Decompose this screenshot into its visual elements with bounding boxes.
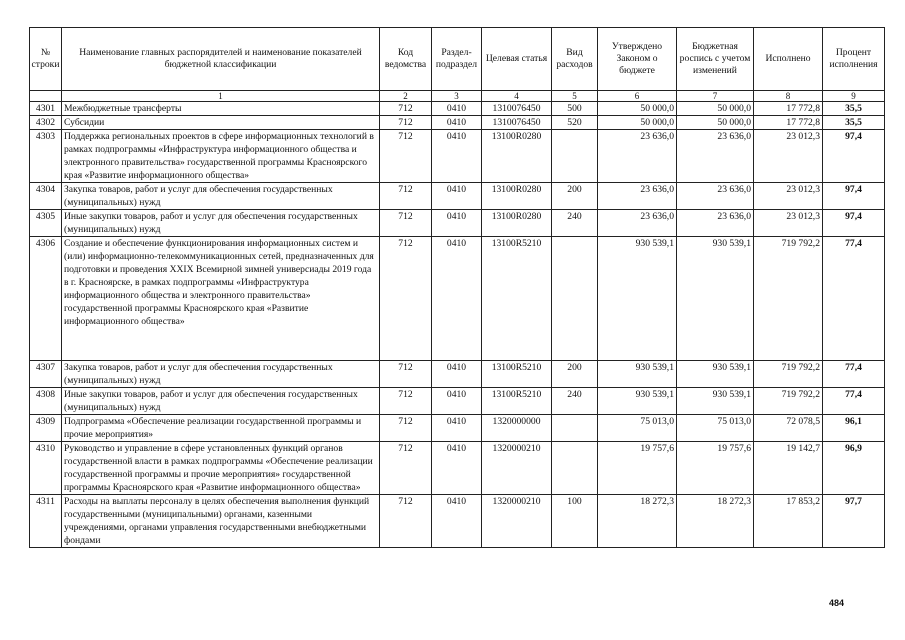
- row-executed: 19 142,7: [754, 442, 823, 495]
- row-executed: 17 772,8: [754, 116, 823, 130]
- row-number: 4304: [30, 183, 62, 210]
- row-executed: 17 772,8: [754, 102, 823, 116]
- row-name: Руководство и управление в сфере установленных функций органов государственной власти в рамках подпрограммы «Обеспечение реализации государственной программы и прочие мероприятия» государственной программы Красноярского края «Развитие информационного общества»: [62, 442, 380, 495]
- row-percent: 97,4: [823, 183, 885, 210]
- table-row: [30, 116, 885, 130]
- header-schedule: Бюджетная роспись с учетом изменений: [677, 28, 754, 91]
- row-target: 13100R0280: [482, 210, 552, 237]
- row-executed: 719 792,2: [754, 237, 823, 361]
- col-number: 9: [823, 91, 885, 102]
- table-row: [30, 388, 885, 415]
- row-name: Поддержка региональных проектов в сфере информационных технологий в рамках подпрограммы «Инфраструктура информационного общества и электронного правительства» государственной программы Красноярского края «Развитие информационного общества»: [62, 130, 380, 183]
- row-section: 0410: [432, 116, 482, 130]
- table-row: [30, 237, 885, 361]
- row-executed: 719 792,2: [754, 388, 823, 415]
- row-dept-code: 712: [380, 183, 432, 210]
- column-number-row: [30, 91, 885, 102]
- row-dept-code: 712: [380, 130, 432, 183]
- row-section: 0410: [432, 361, 482, 388]
- row-executed: 23 012,3: [754, 183, 823, 210]
- table-row: [30, 210, 885, 237]
- row-number: 4307: [30, 361, 62, 388]
- row-percent: 77,4: [823, 361, 885, 388]
- row-target: 1320000210: [482, 442, 552, 495]
- row-section: 0410: [432, 388, 482, 415]
- row-schedule: 50 000,0: [677, 102, 754, 116]
- budget-table: [29, 27, 885, 548]
- table-row: [30, 495, 885, 548]
- row-section: 0410: [432, 210, 482, 237]
- row-target: 13100R5210: [482, 388, 552, 415]
- row-exp-type: 240: [552, 210, 598, 237]
- table-row: [30, 183, 885, 210]
- row-exp-type: 500: [552, 102, 598, 116]
- row-approved: 19 757,6: [598, 442, 677, 495]
- row-percent: 77,4: [823, 388, 885, 415]
- row-schedule: 23 636,0: [677, 130, 754, 183]
- row-dept-code: 712: [380, 237, 432, 361]
- row-target: 1310076450: [482, 116, 552, 130]
- row-target: 13100R5210: [482, 237, 552, 361]
- row-target: 1320000000: [482, 415, 552, 442]
- row-percent: 97,4: [823, 130, 885, 183]
- row-target: 13100R0280: [482, 183, 552, 210]
- row-section: 0410: [432, 237, 482, 361]
- row-name: Субсидии: [62, 116, 380, 130]
- row-target: 13100R5210: [482, 361, 552, 388]
- col-number: 2: [380, 91, 432, 102]
- row-section: 0410: [432, 415, 482, 442]
- row-dept-code: 712: [380, 495, 432, 548]
- row-exp-type: 100: [552, 495, 598, 548]
- header-section: Раздел-подраздел: [432, 28, 482, 91]
- row-section: 0410: [432, 495, 482, 548]
- row-number: 4306: [30, 237, 62, 361]
- row-dept-code: 712: [380, 415, 432, 442]
- row-dept-code: 712: [380, 442, 432, 495]
- row-name: Расходы на выплаты персоналу в целях обеспечения выполнения функций государственными (муниципальными) органами, казенными учреждениями, органами управления государственными внебюджетными фондами: [62, 495, 380, 548]
- row-exp-type: [552, 442, 598, 495]
- table-row: [30, 130, 885, 183]
- row-section: 0410: [432, 130, 482, 183]
- row-number: 4305: [30, 210, 62, 237]
- col-number: 6: [598, 91, 677, 102]
- row-schedule: 18 272,3: [677, 495, 754, 548]
- row-number: 4309: [30, 415, 62, 442]
- row-name: Иные закупки товаров, работ и услуг для обеспечения государственных (муниципальных) нужд: [62, 388, 380, 415]
- row-name: Создание и обеспечение функционирования информационных систем и (или) информационно-телекоммуникационных сетей, предназначенных для подготовки и проведения XXIX Всемирной зимней универсиады 2019 года в г. Красноярске, в рамках подпрограммы «Инфраструктура информационного общества и электронного правительства» государственной программы Красноярского края «Развитие информационного общества»: [62, 237, 380, 361]
- table-row: [30, 415, 885, 442]
- row-dept-code: 712: [380, 210, 432, 237]
- page-number: 484: [829, 598, 845, 608]
- row-schedule: 930 539,1: [677, 388, 754, 415]
- row-exp-type: 200: [552, 361, 598, 388]
- row-approved: 18 272,3: [598, 495, 677, 548]
- row-name: Закупка товаров, работ и услуг для обеспечения государственных (муниципальных) нужд: [62, 183, 380, 210]
- header-exp-type: Вид расходов: [552, 28, 598, 91]
- row-dept-code: 712: [380, 102, 432, 116]
- row-executed: 23 012,3: [754, 130, 823, 183]
- row-exp-type: [552, 415, 598, 442]
- row-schedule: 23 636,0: [677, 183, 754, 210]
- col-number: 7: [677, 91, 754, 102]
- row-approved: 23 636,0: [598, 183, 677, 210]
- row-section: 0410: [432, 183, 482, 210]
- col-number: [30, 91, 62, 102]
- row-executed: 17 853,2: [754, 495, 823, 548]
- header-executed: Исполнено: [754, 28, 823, 91]
- header-approved: Утверждено Законом о бюджете: [598, 28, 677, 91]
- row-dept-code: 712: [380, 388, 432, 415]
- row-approved: 930 539,1: [598, 388, 677, 415]
- row-percent: 77,4: [823, 237, 885, 361]
- row-percent: 35,5: [823, 116, 885, 130]
- row-approved: 50 000,0: [598, 102, 677, 116]
- row-executed: 72 078,5: [754, 415, 823, 442]
- row-schedule: 930 539,1: [677, 237, 754, 361]
- row-executed: 23 012,3: [754, 210, 823, 237]
- row-approved: 930 539,1: [598, 361, 677, 388]
- row-executed: 719 792,2: [754, 361, 823, 388]
- table-row: [30, 102, 885, 116]
- table-row: [30, 361, 885, 388]
- row-percent: 96,9: [823, 442, 885, 495]
- row-number: 4311: [30, 495, 62, 548]
- header-dept-code: Код ведомства: [380, 28, 432, 91]
- table-row: [30, 442, 885, 495]
- row-target: 1310076450: [482, 102, 552, 116]
- header-percent: Процент исполнения: [823, 28, 885, 91]
- row-percent: 35,5: [823, 102, 885, 116]
- row-schedule: 23 636,0: [677, 210, 754, 237]
- row-exp-type: 200: [552, 183, 598, 210]
- row-number: 4308: [30, 388, 62, 415]
- col-number: 8: [754, 91, 823, 102]
- row-exp-type: [552, 237, 598, 361]
- header-row: [30, 28, 885, 91]
- row-exp-type: 240: [552, 388, 598, 415]
- row-schedule: 75 013,0: [677, 415, 754, 442]
- header-name: Наименование главных распорядителей и наименование показателей бюджетной классификации: [62, 28, 380, 91]
- col-number: 5: [552, 91, 598, 102]
- row-section: 0410: [432, 442, 482, 495]
- header-target: Целевая статья: [482, 28, 552, 91]
- row-dept-code: 712: [380, 116, 432, 130]
- row-number: 4302: [30, 116, 62, 130]
- row-name: Закупка товаров, работ и услуг для обеспечения государственных (муниципальных) нужд: [62, 361, 380, 388]
- row-target: 13100R0280: [482, 130, 552, 183]
- row-percent: 97,7: [823, 495, 885, 548]
- row-number: 4301: [30, 102, 62, 116]
- col-number: 4: [482, 91, 552, 102]
- row-approved: 930 539,1: [598, 237, 677, 361]
- row-percent: 97,4: [823, 210, 885, 237]
- row-approved: 50 000,0: [598, 116, 677, 130]
- header-row-no: № строки: [30, 28, 62, 91]
- row-exp-type: [552, 130, 598, 183]
- row-name: Межбюджетные трансферты: [62, 102, 380, 116]
- row-percent: 96,1: [823, 415, 885, 442]
- col-number: 3: [432, 91, 482, 102]
- row-number: 4310: [30, 442, 62, 495]
- row-dept-code: 712: [380, 361, 432, 388]
- row-schedule: 930 539,1: [677, 361, 754, 388]
- row-number: 4303: [30, 130, 62, 183]
- row-target: 1320000210: [482, 495, 552, 548]
- row-name: Иные закупки товаров, работ и услуг для обеспечения государственных (муниципальных) нужд: [62, 210, 380, 237]
- col-number: 1: [62, 91, 380, 102]
- row-schedule: 19 757,6: [677, 442, 754, 495]
- row-approved: 23 636,0: [598, 130, 677, 183]
- row-approved: 75 013,0: [598, 415, 677, 442]
- row-section: 0410: [432, 102, 482, 116]
- row-exp-type: 520: [552, 116, 598, 130]
- row-schedule: 50 000,0: [677, 116, 754, 130]
- row-name: Подпрограмма «Обеспечение реализации государственной программы и прочие мероприятия»: [62, 415, 380, 442]
- row-approved: 23 636,0: [598, 210, 677, 237]
